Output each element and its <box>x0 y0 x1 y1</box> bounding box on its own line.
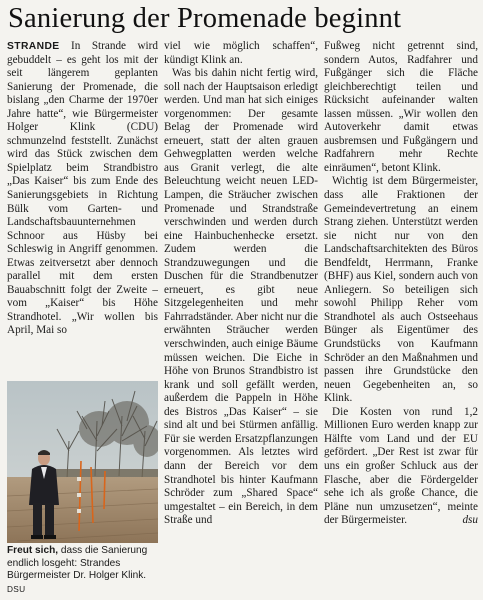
body-text-col2-b: Was bis dahin nicht fertig wird, soll nach der Hauptsaison erledigt werden. Und man hat sich einiges vorgenommen: Der gesamte Belag der Promenade wird erneuert, statt der alten grauen Gehwegplatten werden welche aus Granit verlegt, die alte Beleuchtung weicht neuen LED-Lampen, die Sträucher zwischen Promenade und Strandstraße verschwinden und werden durch eine Hainbuchenhecke ersetzt. Zudem werden die Strandzuwegungen und die Duschen für die Strandbenutzer erneuert, es gibt neue Sitzgelegenheiten und mehr Fahrradständer. Aber nicht nur die erwähnten Sträucher werden verschwinden, auch einige Bäume müssen weichen. Die Eiche in Höhe von Brunos Strandbistro ist krank und soll gefällt werden, außerdem die Pappeln in Höhe des Bistros „Das Kaiser“ – sie sind alt und bei Stürmen anfällig. Für sie werden Ersatzpflanzungen vorgenommen. Als letztes wird dann der Bereich vor dem Strandhotel bis hinter Kaufmann Schröder zum „Shared Space“ umgestaltet – ein Bereich, in dem Straße und <box>164 67 318 527</box>
dateline: STRANDE <box>7 41 60 52</box>
body-text-col3-a: Fußweg nicht getrennt sind, sondern Autos, Radfahrer und Fußgänger sich die Fläche gleichberechtigt teilen und Rücksicht aufeinander walten lassen müssen. „Wir wollen den Autoverkehr damit etwas ausbremsen und Fußgängern und Radfahrern mehr Rechte einräumen“, betont Klink. <box>324 40 478 174</box>
body-text-col3-b: Wichtig ist dem Bürgermeister, dass alle Fraktionen der Gemeindevertretung an einem Strang ziehen. Unterstützt werden sie nicht nur von den Landschaftsarchitekten des Büros Bendfeldt, Herrmann, Franke (BHF) aus Kiel, sondern auch von Anliegern. So beteiligen sich sowohl Philipp Reher vom Strandhotel als auch Ostseehaus Bünger als Eigentümer des Grundstücks von Kaufmann Schröder an den Maßnahmen und passen ihre Grundstücke den neuen Gegebenheiten an, so Klink. <box>324 175 478 405</box>
column-1 <box>7 40 158 373</box>
body-text-col2-a: viel wie möglich schaffen“, kündigt Klink an. <box>164 40 318 66</box>
body-text-col3-c: Die Kosten von rund 1,2 Millionen Euro werden knapp zur Hälfte vom Land und der EU gefördert. „Der Rest ist zwar für uns ein großer Schluck aus der Flasche, aber die Fördergelder sehe ich als große Chance, die Pläne nun umzusetzen“, meinte der Bürgermeister. <box>324 405 478 527</box>
caption-text: dass die Sanierung endlich losgeht: Strandes Bürgermeister Dr. Holger Klink. <box>7 545 148 582</box>
photo-credit: DSU <box>7 583 26 594</box>
photo-caption <box>7 545 160 596</box>
body-text-col1: In Strande wird gebuddelt – es geht los mit der seit längerem geplanten Sanierung der Promenade, die bislang „den Charme der 1970er Jahre hatte“, wie Bürgermeister Holger Klink (CDU) schmunzelnd feststellt. Zunächst wird das Stück zwischen dem Spielplatz beim Strandbistro „Das Kaiser“ bis zum Ende des Sanierungsgebiets in Richtung Bülk vom Garten- und Landschaftsbauunternehmen Schnoor aus Hüsby bei Schleswig in Angriff genommen. Etwas zeitversetzt aber dennoch parallel mit dem ersten Bauabschnitt folgt der Zweite – vom „Kaiser“ bis Höhe Strandhotel. „Wir wollen bis April, Mai so <box>7 40 158 337</box>
article-photo <box>7 381 158 543</box>
caption-lead: Freut sich, <box>7 545 59 556</box>
column-3 <box>324 40 478 596</box>
column-2 <box>164 40 318 596</box>
author-signature: dsu <box>462 514 478 527</box>
headline: Sanierung der Promenade beginnt <box>8 3 402 34</box>
photo-mayor-at-construction-site <box>7 381 158 543</box>
